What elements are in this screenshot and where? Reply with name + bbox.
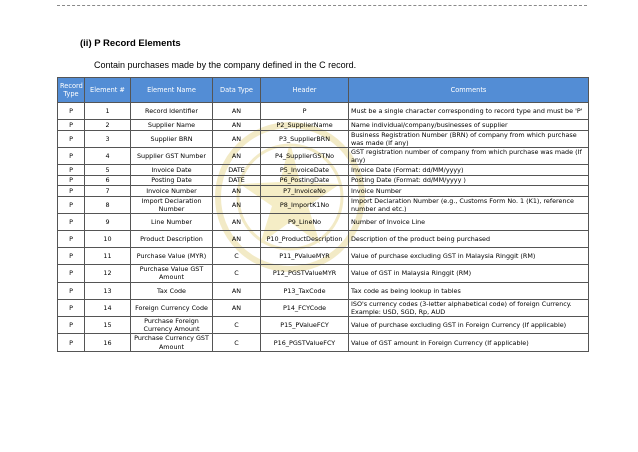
cell-record-type: P bbox=[58, 334, 85, 351]
cell-record-type: P bbox=[58, 196, 85, 213]
table-row bbox=[58, 120, 589, 131]
cell-comment: ISO's currency codes (3-letter alphabetical code) of foreign Currency. Example: USD, SGD, Rp, AUD bbox=[349, 299, 589, 316]
cell-record-type: P bbox=[58, 165, 85, 176]
cell-comment: Number of Invoice Line bbox=[349, 214, 589, 231]
cell-comment: GST registration number of company from which purchase was made (If any) bbox=[349, 147, 589, 164]
cell-data-type: AN bbox=[213, 120, 261, 131]
cell-comment: Value of GST in Malaysia Ringgit (RM) bbox=[349, 265, 589, 282]
cell-element-num: 2 bbox=[85, 120, 131, 131]
cell-record-type: P bbox=[58, 231, 85, 248]
table-row bbox=[58, 186, 589, 197]
cell-record-type: P bbox=[58, 299, 85, 316]
cell-element-name: Supplier BRN bbox=[131, 130, 213, 147]
cell-element-num: 8 bbox=[85, 196, 131, 213]
col-header-element-name: Element Name bbox=[131, 78, 213, 103]
cell-header: P2_SupplierName bbox=[261, 120, 349, 131]
cell-element-name: Posting Date bbox=[131, 175, 213, 186]
cell-header: P7_InvoiceNo bbox=[261, 186, 349, 197]
section-heading: (ii) P Record Elements bbox=[80, 38, 181, 49]
cell-header: P14_FCYCode bbox=[261, 299, 349, 316]
cell-record-type: P bbox=[58, 317, 85, 334]
cell-element-num: 16 bbox=[85, 334, 131, 351]
cell-data-type: AN bbox=[213, 130, 261, 147]
cell-record-type: P bbox=[58, 214, 85, 231]
col-header-element-num: Element # bbox=[85, 78, 131, 103]
cell-element-num: 9 bbox=[85, 214, 131, 231]
cell-data-type: C bbox=[213, 334, 261, 351]
table-row bbox=[58, 165, 589, 176]
table-row bbox=[58, 103, 589, 120]
cell-element-name: Purchase Value (MYR) bbox=[131, 248, 213, 265]
table-row bbox=[58, 175, 589, 186]
cell-element-num: 5 bbox=[85, 165, 131, 176]
cell-data-type: AN bbox=[213, 299, 261, 316]
cell-comment: Value of GST amount in Foreign Currency (If applicable) bbox=[349, 334, 589, 351]
p-record-table bbox=[57, 77, 589, 352]
cell-data-type: C bbox=[213, 265, 261, 282]
cell-record-type: P bbox=[58, 186, 85, 197]
cell-data-type: C bbox=[213, 317, 261, 334]
cell-comment: Business Registration Number (BRN) of company from which purchase was made (If any) bbox=[349, 130, 589, 147]
cell-element-name: Supplier GST Number bbox=[131, 147, 213, 164]
cell-comment: Tax code as being lookup in tables bbox=[349, 282, 589, 299]
cell-header: P10_ProductDescription bbox=[261, 231, 349, 248]
cell-data-type: DATE bbox=[213, 175, 261, 186]
cell-element-name: Purchase Foreign Currency Amount bbox=[131, 317, 213, 334]
cell-data-type: AN bbox=[213, 186, 261, 197]
col-header-data-type: Data Type bbox=[213, 78, 261, 103]
cell-header: P15_PValueFCY bbox=[261, 317, 349, 334]
col-header-record-type: Record Type bbox=[58, 78, 85, 103]
col-header-comments: Comments bbox=[349, 78, 589, 103]
table-row bbox=[58, 214, 589, 231]
cell-element-num: 13 bbox=[85, 282, 131, 299]
cell-comment: Value of purchase excluding GST in Foreign Currency (If applicable) bbox=[349, 317, 589, 334]
cell-element-num: 11 bbox=[85, 248, 131, 265]
cell-element-num: 10 bbox=[85, 231, 131, 248]
cell-data-type: AN bbox=[213, 214, 261, 231]
cell-record-type: P bbox=[58, 147, 85, 164]
cell-data-type: AN bbox=[213, 282, 261, 299]
cell-element-num: 15 bbox=[85, 317, 131, 334]
table-row bbox=[58, 282, 589, 299]
cell-element-name: Foreign Currency Code bbox=[131, 299, 213, 316]
cell-element-name: Purchase Value GST Amount bbox=[131, 265, 213, 282]
cell-element-num: 4 bbox=[85, 147, 131, 164]
table-row bbox=[58, 317, 589, 334]
cell-header: P13_TaxCode bbox=[261, 282, 349, 299]
cell-element-name: Tax Code bbox=[131, 282, 213, 299]
cell-header: P11_PValueMYR bbox=[261, 248, 349, 265]
top-dashed-rule bbox=[57, 5, 587, 6]
cell-record-type: P bbox=[58, 103, 85, 120]
cell-element-num: 12 bbox=[85, 265, 131, 282]
cell-header: P16_PGSTValueFCY bbox=[261, 334, 349, 351]
col-header-header: Header bbox=[261, 78, 349, 103]
cell-element-name: Invoice Number bbox=[131, 186, 213, 197]
cell-record-type: P bbox=[58, 120, 85, 131]
cell-header: P12_PGSTValueMYR bbox=[261, 265, 349, 282]
cell-data-type: AN bbox=[213, 103, 261, 120]
table-row bbox=[58, 130, 589, 147]
cell-element-name: Line Number bbox=[131, 214, 213, 231]
cell-comment: Must be a single character corresponding to record type and must be 'P' bbox=[349, 103, 589, 120]
table-row bbox=[58, 265, 589, 282]
cell-data-type: AN bbox=[213, 147, 261, 164]
cell-data-type: AN bbox=[213, 196, 261, 213]
cell-comment: Invoice Number bbox=[349, 186, 589, 197]
cell-header: P8_ImportK1No bbox=[261, 196, 349, 213]
table-header-row bbox=[58, 78, 589, 103]
cell-comment: Value of purchase excluding GST in Malaysia Ringgit (RM) bbox=[349, 248, 589, 265]
cell-element-num: 6 bbox=[85, 175, 131, 186]
cell-header: P5_InvoiceDate bbox=[261, 165, 349, 176]
cell-element-num: 14 bbox=[85, 299, 131, 316]
cell-header: P6_PostingDate bbox=[261, 175, 349, 186]
table-row bbox=[58, 196, 589, 213]
cell-record-type: P bbox=[58, 175, 85, 186]
cell-header: P bbox=[261, 103, 349, 120]
cell-element-name: Product Description bbox=[131, 231, 213, 248]
cell-record-type: P bbox=[58, 265, 85, 282]
cell-record-type: P bbox=[58, 130, 85, 147]
cell-element-name: Record Identifier bbox=[131, 103, 213, 120]
table-row bbox=[58, 299, 589, 316]
cell-element-num: 3 bbox=[85, 130, 131, 147]
cell-element-name: Import Declaration Number bbox=[131, 196, 213, 213]
table-row bbox=[58, 248, 589, 265]
cell-element-num: 1 bbox=[85, 103, 131, 120]
table-row bbox=[58, 147, 589, 164]
section-subtitle: Contain purchases made by the company defined in the C record. bbox=[94, 60, 357, 70]
cell-comment: Invoice Date (Format: dd/MM/yyyy) bbox=[349, 165, 589, 176]
cell-data-type: C bbox=[213, 248, 261, 265]
cell-header: P9_LineNo bbox=[261, 214, 349, 231]
table-row bbox=[58, 334, 589, 351]
cell-element-name: Invoice Date bbox=[131, 165, 213, 176]
cell-comment: Name individual/company/businesses of supplier bbox=[349, 120, 589, 131]
cell-header: P4_SupplierGSTNo bbox=[261, 147, 349, 164]
cell-element-name: Purchase Currency GST Amount bbox=[131, 334, 213, 351]
cell-data-type: DATE bbox=[213, 165, 261, 176]
table-row bbox=[58, 231, 589, 248]
cell-data-type: AN bbox=[213, 231, 261, 248]
cell-record-type: P bbox=[58, 282, 85, 299]
cell-comment: Description of the product being purchased bbox=[349, 231, 589, 248]
cell-record-type: P bbox=[58, 248, 85, 265]
cell-header: P3_SupplierBRN bbox=[261, 130, 349, 147]
cell-element-name: Supplier Name bbox=[131, 120, 213, 131]
cell-element-num: 7 bbox=[85, 186, 131, 197]
cell-comment: Posting Date (Format: dd/MM/yyyy ) bbox=[349, 175, 589, 186]
cell-comment: Import Declaration Number (e.g., Customs Form No. 1 (K1), reference number and etc.) bbox=[349, 196, 589, 213]
